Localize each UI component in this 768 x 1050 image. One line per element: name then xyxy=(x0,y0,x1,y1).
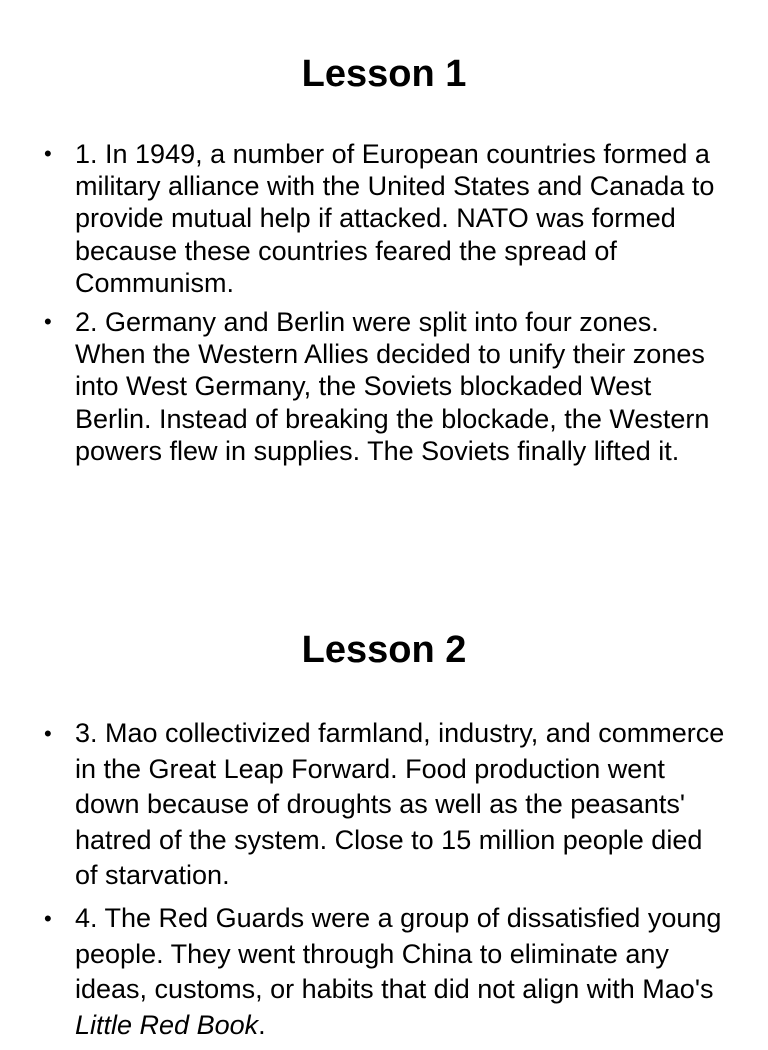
bullet-text: 3. Mao collectivized farmland, industry, and commerce in the Great Leap Forward. Food production went down because of droughts as well as the peasants' hatred of the system. Close to 15 million people died of starvation. xyxy=(75,718,725,891)
slide-lesson-2 xyxy=(0,576,768,1040)
bullet-text-tail: . xyxy=(258,1009,266,1040)
bullet-dot-icon: • xyxy=(44,309,52,335)
bullet-text-lead: 4. The Red Guards were a group of dissatisfied young people. They went through China to eliminate any ideas, customs, or habits that did not align with Mao's xyxy=(75,902,722,1005)
bullet-text: 1. In 1949, a number of European countries formed a military alliance with the United States and Canada to provide mutual help if attacked. NATO was formed because these countries feared the spread of Communism. xyxy=(75,139,715,298)
lesson-title: Lesson 2 xyxy=(301,629,467,671)
bullet-item xyxy=(0,716,768,894)
bullet-dot-icon: • xyxy=(44,721,52,746)
book-title: Little Red Book xyxy=(75,1009,259,1040)
bullet-text xyxy=(75,903,721,1040)
bullet-item xyxy=(0,901,768,1043)
bullet-list xyxy=(0,716,768,1050)
bullet-dot-icon: • xyxy=(44,141,52,166)
lesson-title: Lesson 1 xyxy=(301,53,467,95)
bullet-list xyxy=(0,138,768,474)
bullet-dot-icon: • xyxy=(44,905,52,931)
bullet-item xyxy=(0,306,768,467)
bullet-item xyxy=(0,138,768,299)
bullet-text: 2. Germany and Berlin were split into four zones. When the Western Allies decided to unify their zones into West Germany, the Soviets blockaded West Berlin. Instead of breaking the blockade, the Western powers flew in supplies. The Soviets finally lifted it. xyxy=(75,307,710,466)
